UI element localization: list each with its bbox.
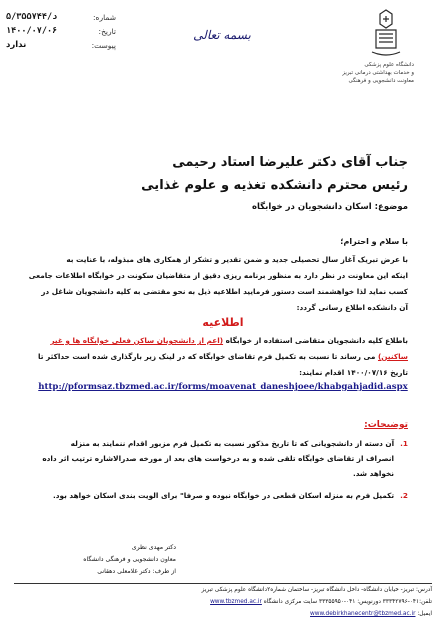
date-row: [6, 24, 116, 38]
intro-paragraph: [28, 252, 408, 316]
note-1-number: 1.: [400, 439, 408, 448]
logo-emblem-icon: [324, 8, 424, 60]
notice-line-3: تاریخ ۱۴۰۰/۰۷/۱۶ اقدام نمایند:: [299, 368, 408, 377]
number-label: شماره:: [93, 12, 116, 22]
signatory-title: معاون دانشجویی و فرهنگی دانشگاه: [83, 556, 176, 563]
notice-line-1: [28, 333, 408, 349]
letter-subject: موضوع: اسکان دانشجویان در خوابگاه: [251, 202, 408, 212]
note-2: [28, 488, 408, 503]
notice-line-1-start: باطلاع کلیه دانشجویان متقاضی استفاده از خوابگاه: [225, 336, 408, 345]
footer-phones: تلفن:۰۴۱-۳۳۳۴۲۷۹۶ دورنویس: ۰۴۱-۳۳۳۵۵۹۵۰ سایت مرکزی دانشگاه: [263, 599, 432, 605]
logo-line-3: معاونت دانشجویی و فرهنگی: [348, 78, 414, 84]
footer-email-row: [14, 611, 432, 617]
signatory-on-behalf: از طرف: دکتر غلامعلی دهقانی: [97, 568, 176, 575]
notes-title: توضیحات:: [364, 420, 408, 430]
note-2-number: 2.: [400, 491, 408, 500]
greeting: با سلام و احترام؛: [340, 237, 408, 246]
note-2-text: تکمیل فرم به منزله اسکان قطعی در خوابگاه نبوده و صرفا" برای الویت بندی اسکان خواهد بود.: [53, 491, 395, 500]
footer-contact: [14, 599, 432, 605]
signature-block: [36, 542, 176, 578]
attachment-label: پیوست:: [91, 40, 116, 50]
footer-divider: [14, 583, 432, 584]
notice-line-2-highlight: ساکنین): [377, 352, 408, 361]
date-label: تاریخ:: [98, 26, 116, 36]
note-1-line-1-text: آن دسته از دانشجویانی که تا تاریخ مذکور نسبت به تکمیل فرم مزبور اقدام ننمایند به منزله: [70, 439, 395, 448]
attachment-value: ندارد: [6, 40, 27, 50]
signatory-name: دکتر مهدی نظری: [131, 544, 176, 551]
bismillah-heading: بسمه تعالی: [193, 28, 251, 42]
addressee-title: رئیس محترم دانشکده تغذیه و علوم غذایی: [141, 178, 408, 193]
note-1: [28, 436, 408, 481]
notice-title: اطلاعیه: [202, 316, 244, 329]
form-link[interactable]: http://pformsaz.tbzmed.ac.ir/forms/moavenat_daneshjoee/khabgahjadid.aspx: [38, 382, 408, 392]
attachment-row: [6, 38, 116, 52]
intro-line-1: با عرض تبریک آغاز سال تحصیلی جدید و ضمن تقدیر و تشکر از همکاری های مبذوله، با عنایت به: [66, 255, 408, 264]
number-value: ۵/د/۳۵۵۷۴۴: [6, 12, 58, 22]
footer-email-label: ایمیل:: [417, 611, 432, 617]
intro-line-4: آن دانشکده اطلاع رسانی گردد:: [296, 303, 408, 312]
date-value: ۱۴۰۰/۰۷/۰۶: [6, 26, 58, 36]
letter-meta: [6, 10, 116, 52]
notice-line-2: [28, 349, 408, 365]
addressee-name: جناب آقای دکتر علیرضا استاد رحیمی: [172, 155, 408, 170]
note-1-line-1: [28, 436, 408, 451]
university-logo: [324, 8, 424, 88]
note-1-line-3: نخواهد شد.: [352, 469, 394, 478]
footer-address: آدرس: تبریز- خیابان دانشگاه- داخل دانشگاه تبریز- ساختمان شماره۲دانشگاه علوم پزشکی تبریز: [201, 587, 432, 593]
intro-line-3: کسب نماید لذا خواهشمند است دستور فرمایید اطلاعیه ذیل به نحو مقتضی به کلیه دانشجویان شاغل در: [41, 287, 408, 296]
notice-line-2-rest: می رساند تا نسبت به تکمیل فرم تقاضای خوابگاه که در لینک زیر بارگذاری شده است حداکثر تا: [38, 352, 376, 361]
intro-line-2: اینکه این معاونت در نظر دارد به منظور برنامه ریزی دقیق از متقاضیان سکونت در خوابگاه اطلاعات جامعی: [28, 271, 408, 280]
notice-paragraph: [28, 333, 408, 381]
footer-email[interactable]: www.debirkhanecentr@tbzmed.ac.ir: [310, 611, 416, 617]
notice-line-1-highlight: (اعم از دانشجویان ساکن فعلی خوابگاه ها و غیر: [50, 336, 224, 345]
logo-line-2: و خدمات بهداشتی درمانی تبریز: [342, 70, 414, 76]
note-1-line-2: انصراف از تقاضای خوابگاه تلقی شده و به درخواست های بعد از مورخه صدرالاشاره ترتیب اثر داده: [42, 454, 394, 463]
logo-line-1: دانشگاه علوم پزشکی: [364, 62, 414, 68]
number-row: [6, 10, 116, 24]
footer-website[interactable]: www.tbzmed.ac.ir: [210, 599, 262, 605]
